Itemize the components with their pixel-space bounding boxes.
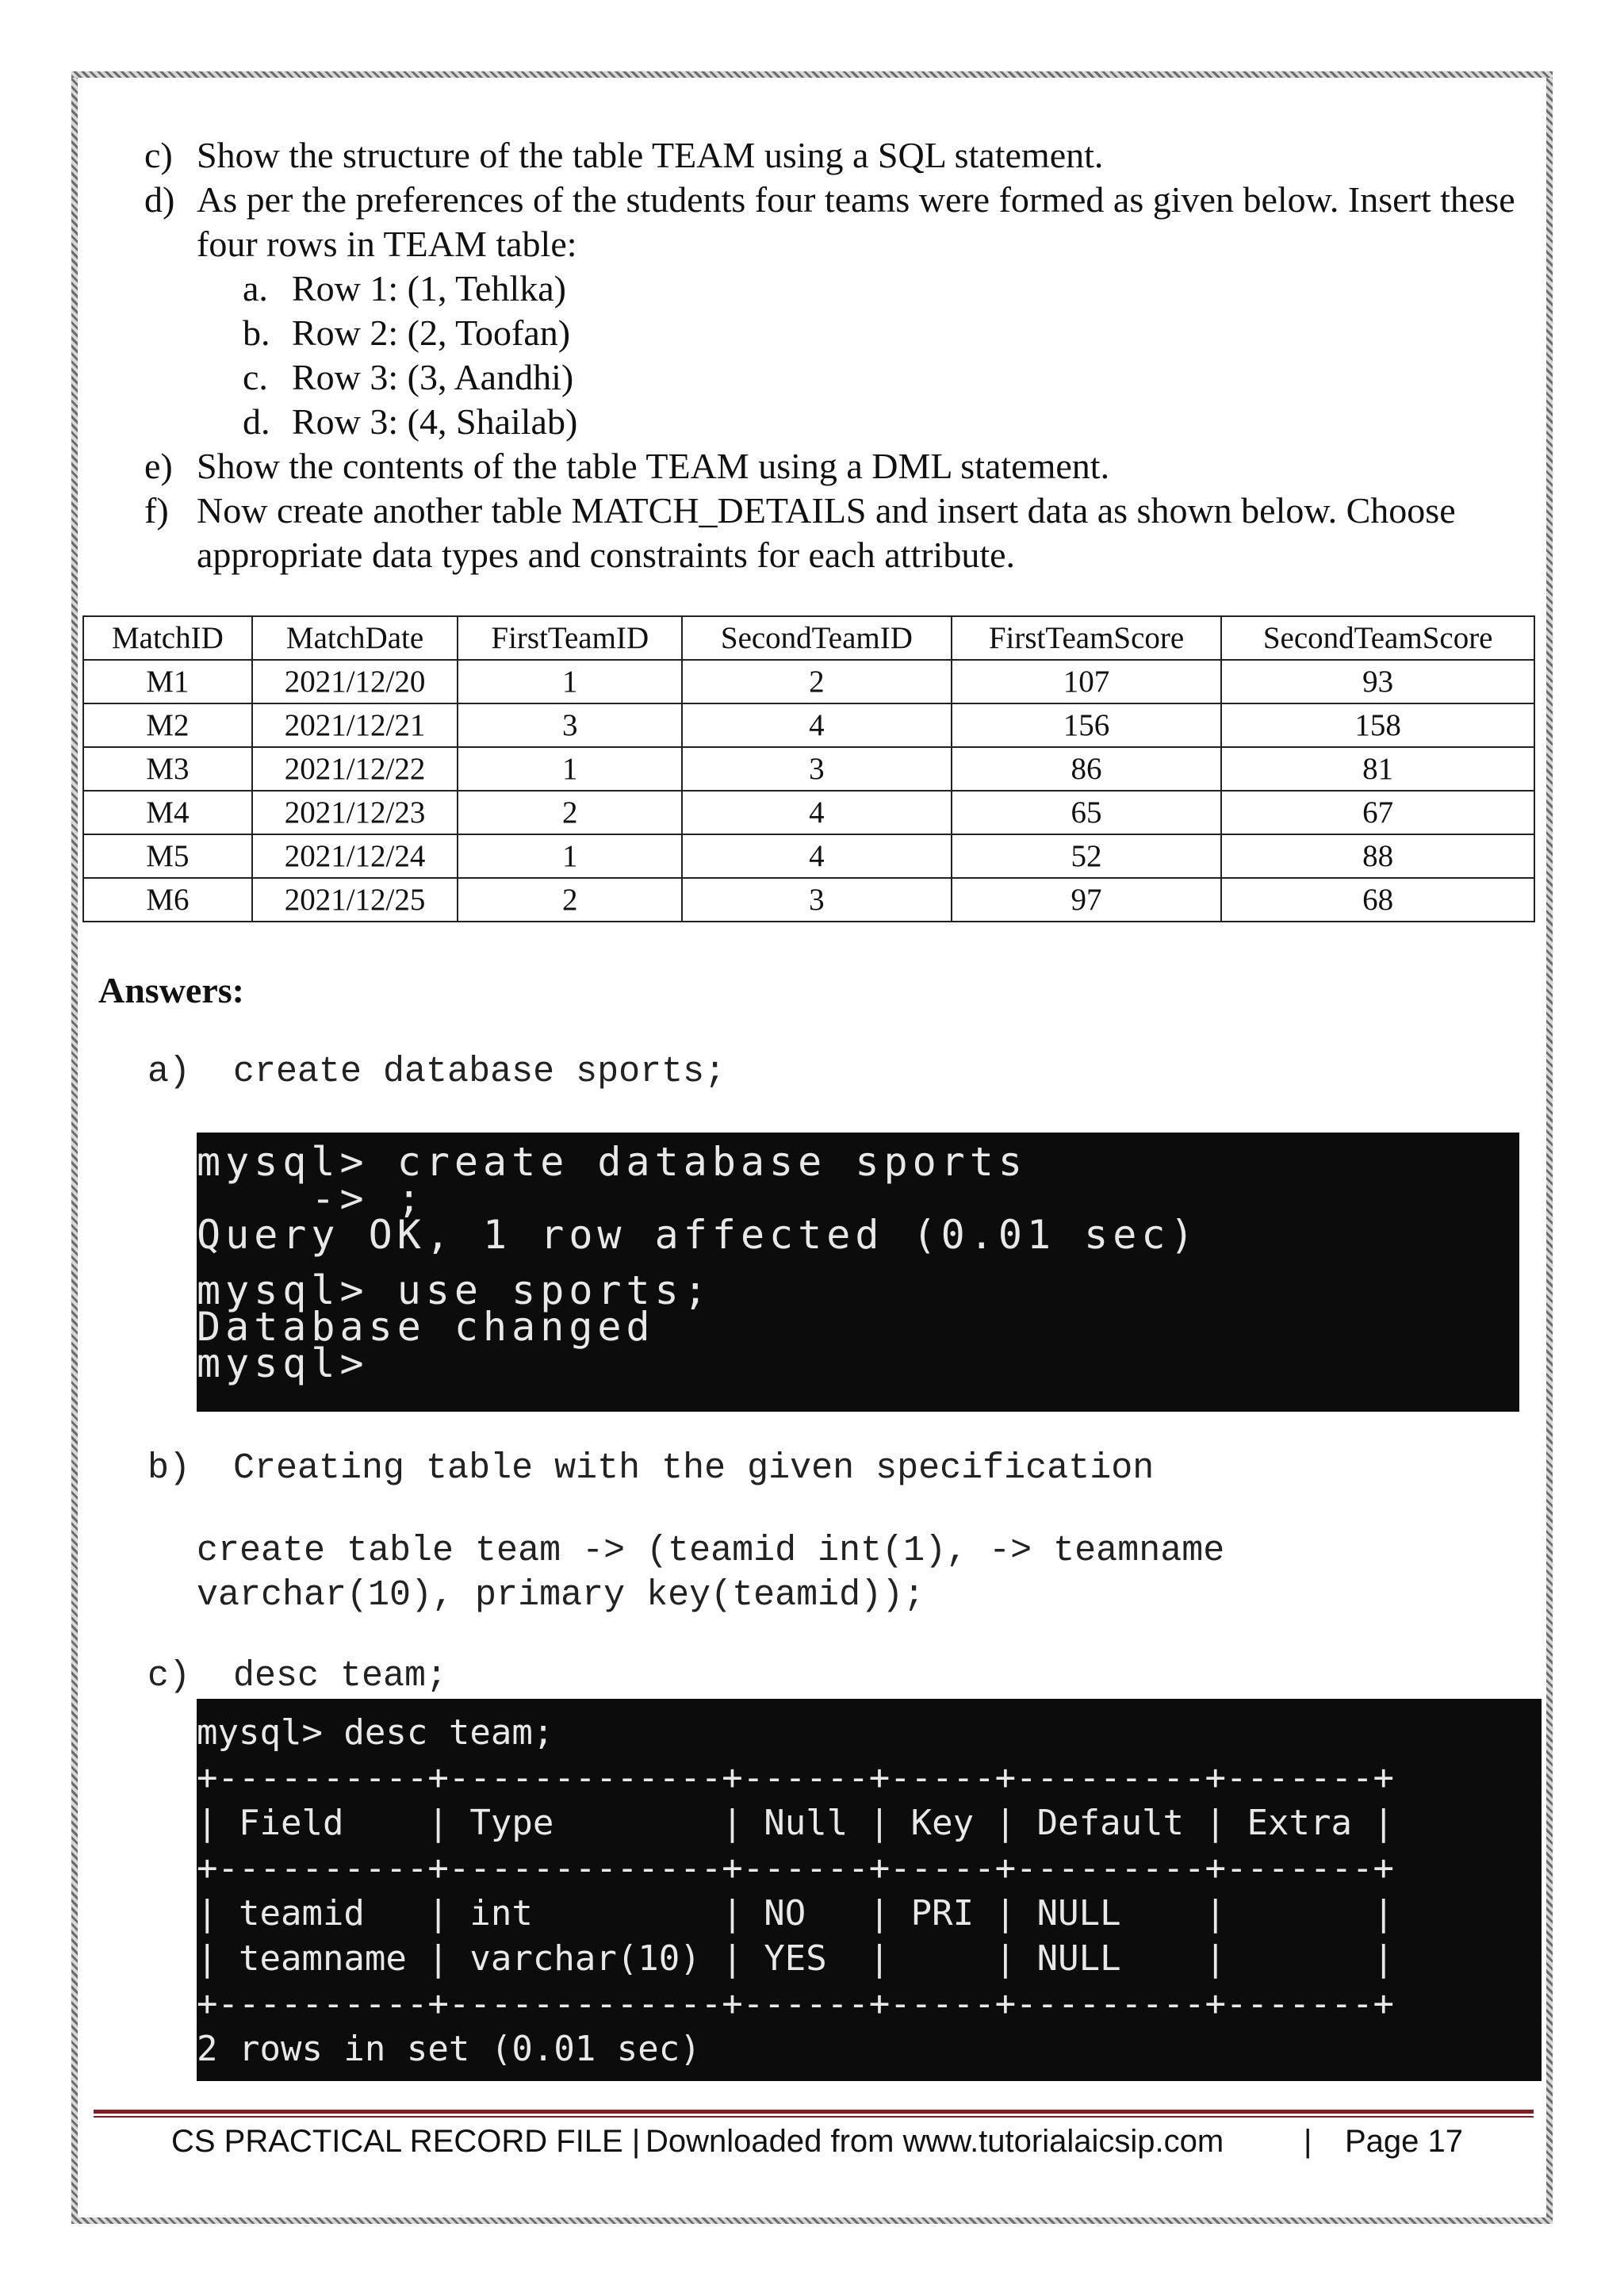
table-cell: 3 (682, 878, 952, 922)
question-text: As per the preferences of the students four teams were formed as given below. Insert these four rows in TEAM table: (197, 179, 1515, 264)
sub-marker: b. (243, 312, 270, 353)
question-text: Now create another table MATCH_DETAILS and insert data as shown below. Choose appropriate data types and constraints for each attribute. (197, 490, 1456, 575)
terminal-line: 2 rows in set (0.01 sec) (197, 2029, 701, 2069)
table-row (83, 878, 1534, 922)
question-list (144, 133, 1540, 577)
question-marker: f) (144, 490, 169, 531)
table-cell: 68 (1221, 878, 1534, 922)
terminal-line: mysql> desc team; (197, 1712, 554, 1753)
answer-c-text: c) desc team; (147, 1656, 448, 1696)
answers-heading: Answers: (98, 970, 244, 1010)
terminal-line: Query OK, 1 row affected (0.01 sec) (197, 1212, 1199, 1258)
table-cell: M4 (83, 791, 252, 834)
footer-source-link[interactable]: Downloaded from www.tutorialaicsip.com (645, 2124, 1224, 2159)
sub-item (144, 311, 1540, 355)
table-cell: 2021/12/25 (252, 878, 458, 922)
table-cell: 81 (1221, 747, 1534, 791)
table-cell: 2021/12/23 (252, 791, 458, 834)
question-item (144, 444, 1540, 489)
table-cell: 2 (458, 791, 682, 834)
table-row (83, 834, 1534, 878)
footer-rule (94, 2116, 1534, 2118)
terminal-line: | Field | Type | Null | Key | Default | Extra | (197, 1803, 1394, 1843)
table-cell: 1 (458, 747, 682, 791)
table-cell: 3 (682, 747, 952, 791)
answer-b-text: b) Creating table with the given specification (147, 1448, 1155, 1489)
table-row (83, 660, 1534, 703)
sub-marker: d. (243, 401, 270, 442)
table-cell: 4 (682, 834, 952, 878)
sub-marker: c. (243, 357, 268, 397)
terminal-desc-team (197, 1699, 1542, 2081)
sub-text: Row 3: (4, Shailab) (292, 401, 578, 442)
table-cell: M5 (83, 834, 252, 878)
table-cell: 1 (458, 834, 682, 878)
question-marker: e) (144, 446, 173, 486)
question-item (144, 489, 1540, 577)
column-header: SecondTeamScore (1221, 616, 1534, 660)
column-header: FirstTeamID (458, 616, 682, 660)
terminal-line: -> ; (197, 1175, 426, 1221)
column-header: MatchDate (252, 616, 458, 660)
footer-rule (94, 2110, 1534, 2114)
match-details-table (82, 615, 1535, 922)
terminal-line: mysql> create database sports (197, 1139, 1027, 1185)
terminal-create-database (197, 1133, 1519, 1412)
terminal-line: mysql> use sports; (197, 1267, 712, 1313)
table-cell: M6 (83, 878, 252, 922)
sub-text: Row 3: (3, Aandhi) (292, 357, 574, 397)
question-text: Show the contents of the table TEAM using a DML statement. (197, 446, 1110, 486)
table-cell: 97 (952, 878, 1222, 922)
sub-item (144, 355, 1540, 400)
sub-marker: a. (243, 268, 268, 309)
table-cell: 2021/12/24 (252, 834, 458, 878)
question-marker: d) (144, 179, 175, 220)
answer-b-code-line: create table team -> (teamid int(1), -> teamname (197, 1531, 1225, 1571)
question-marker: c) (144, 135, 173, 175)
terminal-line: +----------+-------------+------+-----+---------+-------+ (197, 1984, 1394, 2024)
sub-text: Row 1: (1, Tehlka) (292, 268, 566, 309)
answer-b-code-line: varchar(10), primary key(teamid)); (197, 1575, 925, 1616)
sub-item (144, 400, 1540, 444)
terminal-line: Database changed (197, 1304, 655, 1350)
table-cell: 4 (682, 703, 952, 747)
table-cell: 158 (1221, 703, 1534, 747)
answer-a-text: a) create database sports; (147, 1052, 726, 1092)
table-cell: 3 (458, 703, 682, 747)
table-cell: 107 (952, 660, 1222, 703)
column-header: MatchID (83, 616, 252, 660)
question-item (144, 133, 1540, 178)
sub-item (144, 266, 1540, 311)
sub-text: Row 2: (2, Toofan) (292, 312, 571, 353)
terminal-line: mysql> (197, 1340, 369, 1386)
table-cell: 2 (682, 660, 952, 703)
table-row (83, 747, 1534, 791)
table-row (83, 791, 1534, 834)
table-cell: M2 (83, 703, 252, 747)
table-cell: 65 (952, 791, 1222, 834)
footer-title: CS PRACTICAL RECORD FILE | (171, 2124, 641, 2159)
table-row (83, 703, 1534, 747)
table-cell: 2021/12/20 (252, 660, 458, 703)
table-cell: 2 (458, 878, 682, 922)
table-cell: 2021/12/22 (252, 747, 458, 791)
question-text: Show the structure of the table TEAM using a SQL statement. (197, 135, 1104, 175)
table-cell: 88 (1221, 834, 1534, 878)
table-cell: 4 (682, 791, 952, 834)
table-cell: 86 (952, 747, 1222, 791)
table-cell: 67 (1221, 791, 1534, 834)
terminal-line: | teamid | int | NO | PRI | NULL | | (197, 1893, 1394, 1934)
question-item (144, 178, 1540, 266)
column-header: SecondTeamID (682, 616, 952, 660)
table-cell: M3 (83, 747, 252, 791)
table-cell: 1 (458, 660, 682, 703)
page-number: Page 17 (1345, 2124, 1464, 2159)
column-header: FirstTeamScore (952, 616, 1222, 660)
table-cell: 156 (952, 703, 1222, 747)
table-cell: 52 (952, 834, 1222, 878)
terminal-line: +----------+-------------+------+-----+---------+-------+ (197, 1848, 1394, 1888)
terminal-line: +----------+-------------+------+-----+---------+-------+ (197, 1757, 1394, 1798)
table-header-row (83, 616, 1534, 660)
terminal-line: | teamname | varchar(10) | YES | | NULL | | (197, 1938, 1394, 1979)
footer-separator: | (1304, 2124, 1312, 2159)
table-cell: M1 (83, 660, 252, 703)
table-cell: 2021/12/21 (252, 703, 458, 747)
table-cell: 93 (1221, 660, 1534, 703)
